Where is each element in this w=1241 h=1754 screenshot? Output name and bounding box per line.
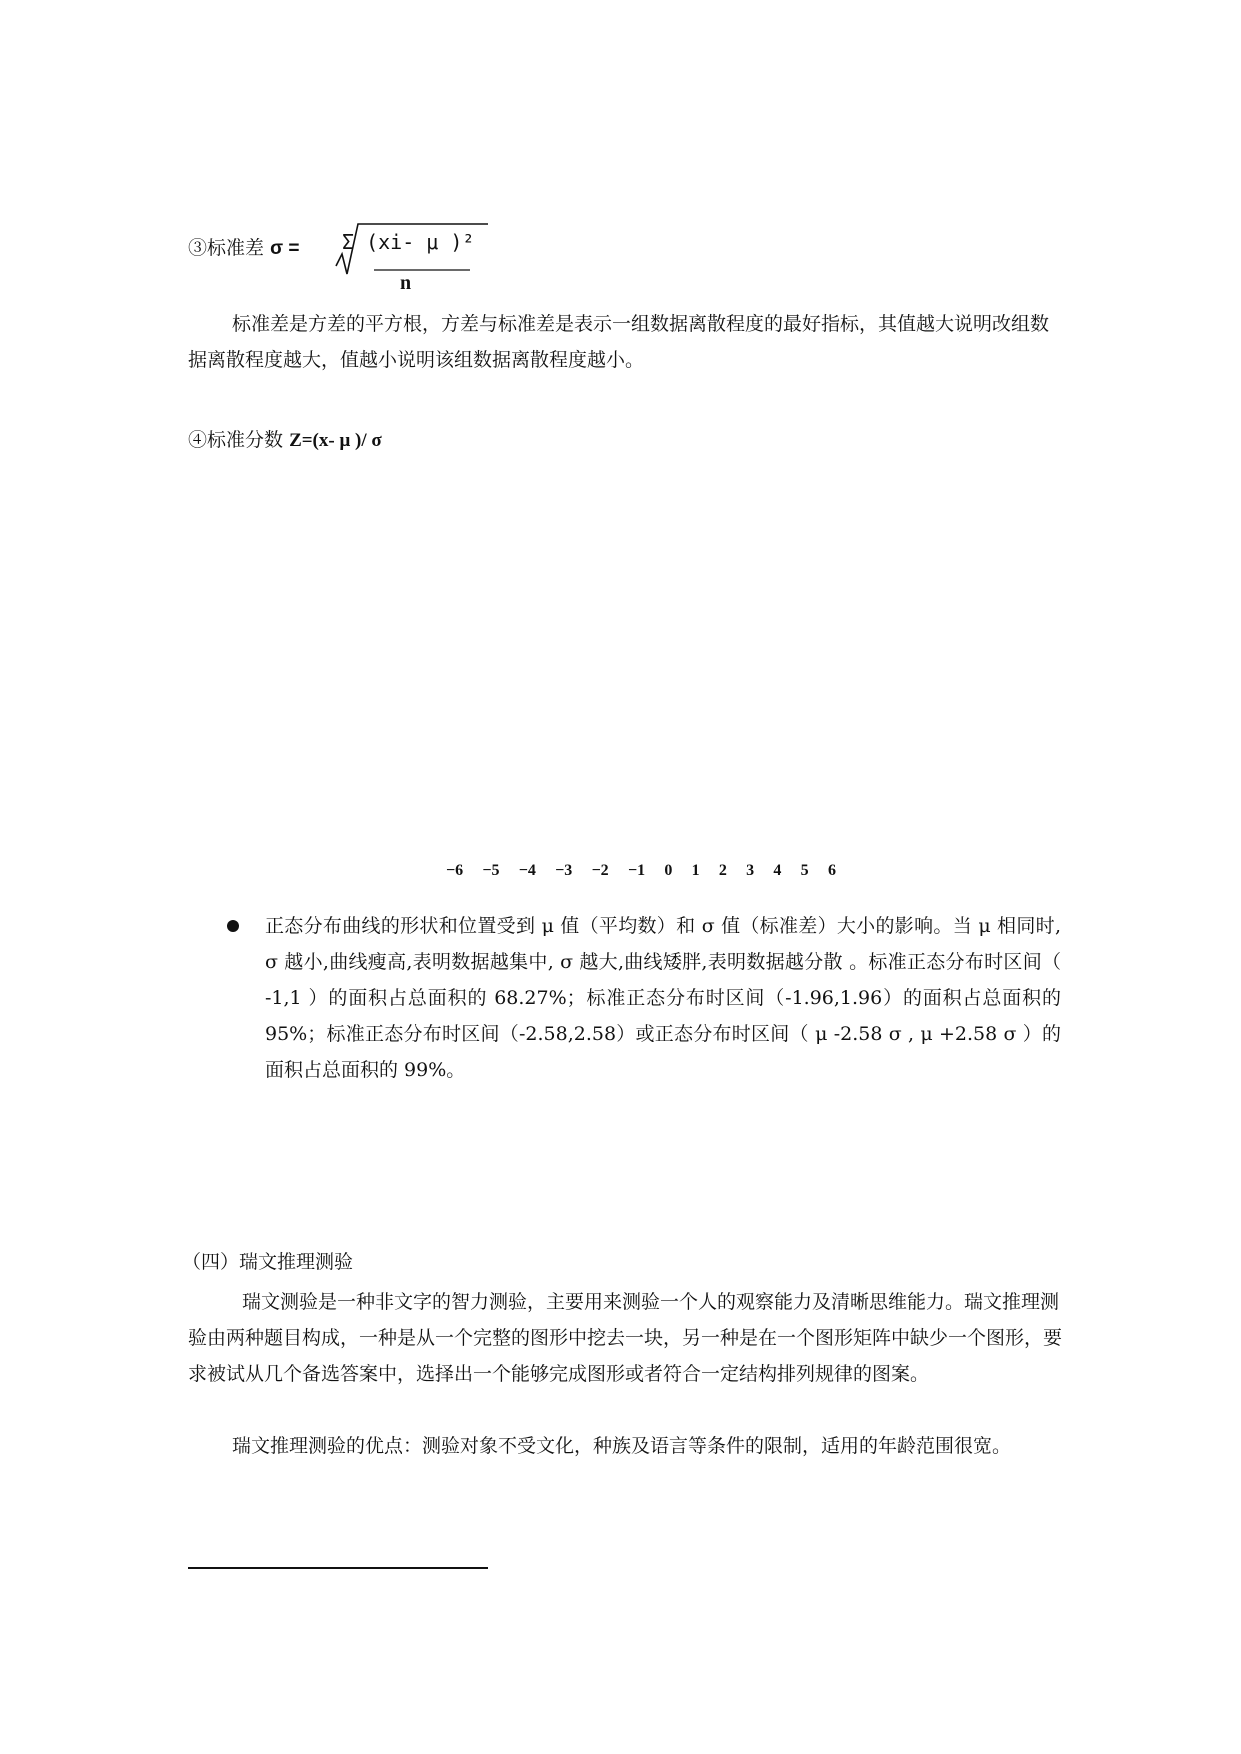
axis-tick-label: −4 bbox=[518, 862, 536, 879]
formula-3-denominator: n bbox=[400, 272, 412, 294]
formula-4-label: ④标准分数 bbox=[188, 429, 284, 451]
axis-tick-labels bbox=[446, 862, 836, 880]
section-4-title: （四）瑞文推理测验 bbox=[182, 1251, 354, 1273]
axis-tick-label: 2 bbox=[718, 862, 727, 879]
axis-tick-label: 0 bbox=[664, 862, 673, 879]
axis-tick-label: −5 bbox=[482, 862, 500, 879]
formula-3-sigma: σ = bbox=[270, 238, 300, 259]
axis-tick-label: −6 bbox=[446, 862, 464, 879]
raven-paragraph-1: 瑞文测验是一种非文字的智力测验，主要用来测验一个人的观察能力及清晰思维能力。瑞文推理测验由两种题目构成，一种是从一个完整的图形中挖去一块，另一种是在一个图形矩阵中缺少一个图形，要求被试从几个备选答案中，选择出一个能够完成图形或者符合一定结构排列规律的图案。 bbox=[188, 1291, 1063, 1385]
axis-tick-label: 1 bbox=[691, 862, 700, 879]
axis-tick-label: −3 bbox=[555, 862, 573, 879]
formula-3-label bbox=[188, 234, 299, 263]
raven-paragraph-2: 瑞文推理测验的优点：测验对象不受文化，种族及语言等条件的限制，适用的年龄范围很宽。 bbox=[232, 1435, 1012, 1457]
std-paragraph: 标准差是方差的平方根，方差与标准差是表示一组数据离散程度的最好指标，其值越大说明改组数据离散程度越大，值越小说明该组数据离散程度越小。 bbox=[188, 313, 1050, 371]
footnote-rule bbox=[188, 1567, 488, 1569]
bullet-icon bbox=[227, 920, 239, 932]
axis-tick-label: −2 bbox=[591, 862, 609, 879]
axis-tick-label: 4 bbox=[773, 862, 782, 879]
formula-4 bbox=[188, 426, 382, 455]
normal-distribution-paragraph: 正态分布曲线的形状和位置受到 μ 值（平均数）和 σ 值（标准差）大小的影响。当 μ 相同时, σ 越小,曲线瘦高,表明数据越集中, σ 越大,曲线矮胖,表明数据越分散 。标准正态分布时区间（ -1,1 ）的面积占总面积的 68.27%；标准正态分布时区间（-1.96,1.96）的面积占总面积的 95%；标准正态分布时区间（-2.58,2.58）或正态分布时区间（ μ -2.58 σ , μ +2.58 σ ）的面积占总面积的 99%。 bbox=[265, 915, 1061, 1081]
formula-4-expression: Z=(x- μ )/ σ bbox=[289, 430, 382, 451]
formula-3-numerator: Σ (xi- μ )² bbox=[342, 230, 475, 254]
axis-tick-label: 6 bbox=[827, 862, 836, 879]
axis-tick-label: 5 bbox=[800, 862, 809, 879]
formula-3-label-text: ③标准差 bbox=[188, 237, 265, 259]
axis-tick-label: −1 bbox=[627, 862, 646, 879]
axis-tick-label: 3 bbox=[746, 862, 755, 879]
